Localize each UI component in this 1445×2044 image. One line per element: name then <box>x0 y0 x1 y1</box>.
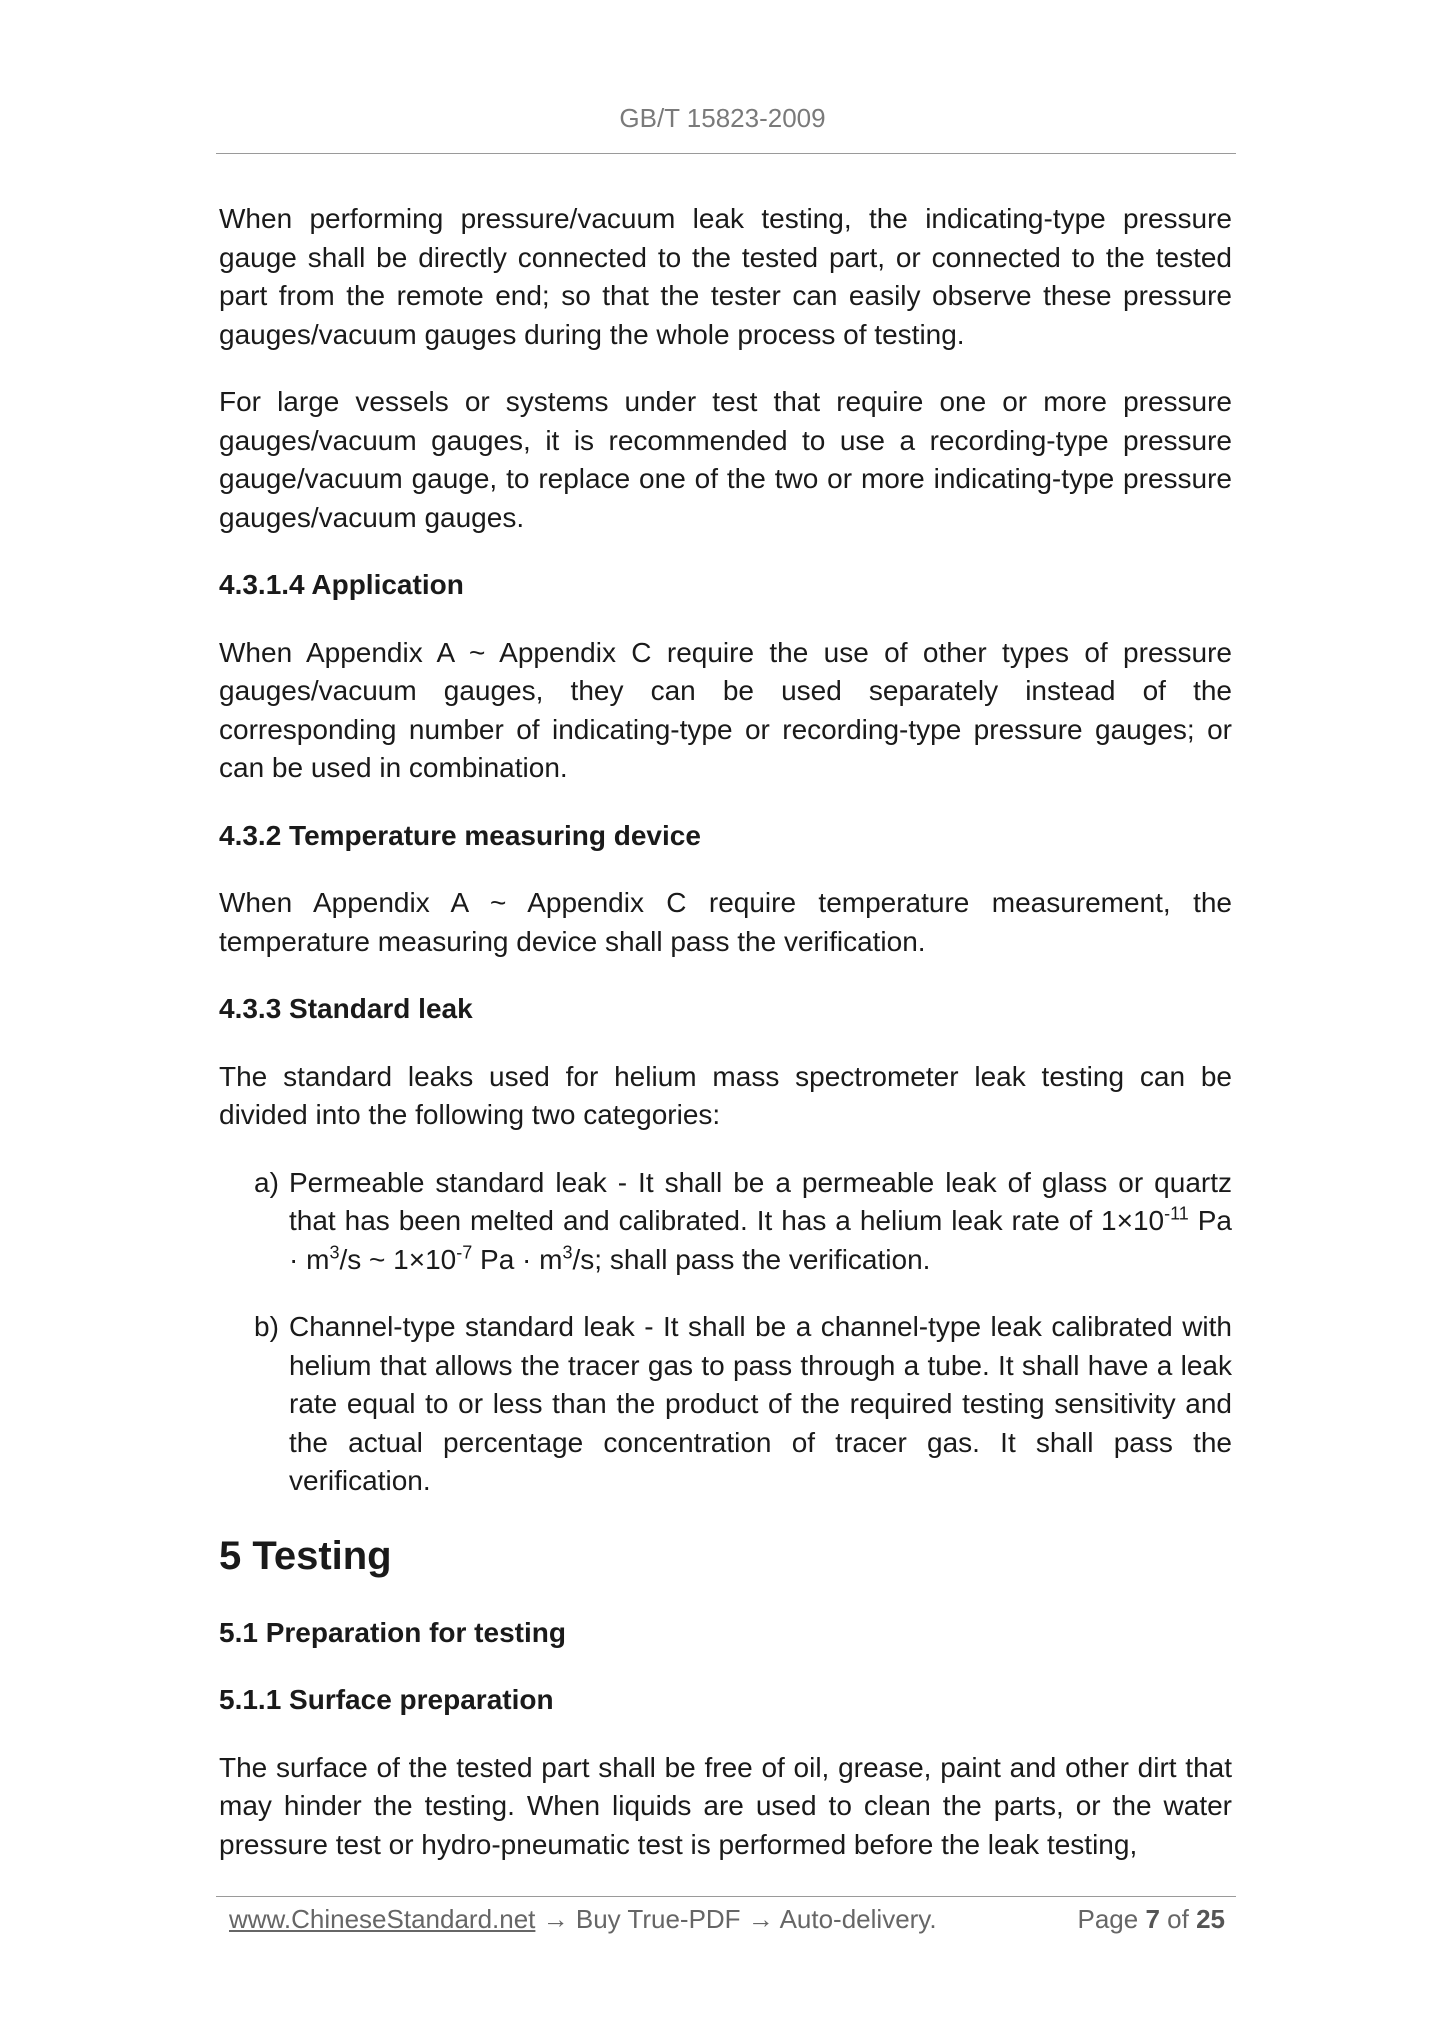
paragraph: The standard leaks used for helium mass spectrometer leak testing can be divided into the following two categories: <box>219 1060 1232 1130</box>
section-heading-4-3-1-4: 4.3.1.4 Application <box>219 569 464 600</box>
section-heading-4-3-3: 4.3.3 Standard leak <box>219 993 473 1024</box>
exponent: 3 <box>329 1242 340 1263</box>
footer-promo-text: → Buy True-PDF → Auto-delivery. <box>535 1904 937 1934</box>
list-item-text: /s; shall pass the verification. <box>572 1243 931 1275</box>
website-link[interactable]: www.ChineseStandard.net <box>229 1904 536 1934</box>
paragraph: When Appendix A ~ Appendix C require the use of other types of pressure gauges/vacuum gauges, they can be used separately instead of the corresponding number of indicating-type or recording-type pressure gauges; or can be used in combination. <box>219 636 1232 783</box>
footer-divider <box>216 1896 1236 1897</box>
paragraph: The surface of the tested part shall be free of oil, grease, paint and other dirt that may hinder the testing. When liquids are used to clean the parts, or the water pressure test or hydro-pneumatic test is performed before the leak testing, <box>219 1751 1232 1860</box>
document-body <box>219 200 1232 1893</box>
list-item-text: Pa · m <box>289 1205 1232 1275</box>
exponent: -11 <box>1164 1203 1189 1224</box>
list-item-text: /s ~ 1×10 <box>339 1243 457 1275</box>
paragraph: For large vessels or systems under test that require one or more pressure gauges/vacuum gauges, it is recommended to use a recording-type pressure gauge/vacuum gauge, to replace one of the two or more indicating-type pressure gauges/vacuum gauges. <box>219 386 1232 533</box>
page-number <box>1077 1900 1225 1938</box>
exponent: 3 <box>562 1242 573 1263</box>
list-item-text: Permeable standard leak - It shall be a permeable leak of glass or quartz that has been melted and calibrated. It has a helium leak rate of 1×10 <box>289 1166 1232 1236</box>
of-label: of <box>1167 1904 1189 1934</box>
header-divider <box>216 153 1236 154</box>
list-item-text: Pa · m <box>472 1243 563 1275</box>
paragraph: When performing pressure/vacuum leak testing, the indicating-type pressure gauge shall be directly connected to the tested part, or connected to the tested part from the remote end; so that the tester can easily observe these pressure gauges/vacuum gauges during the whole process of testing. <box>219 203 1232 350</box>
exponent: -7 <box>456 1242 473 1263</box>
section-heading-5-1-1: 5.1.1 Surface preparation <box>219 1684 554 1715</box>
section-heading-5-1: 5.1 Preparation for testing <box>219 1616 566 1648</box>
current-page: 7 <box>1145 1904 1160 1934</box>
total-pages: 25 <box>1196 1904 1225 1934</box>
list-item-text: Channel-type standard leak - It shall be a channel-type leak calibrated with helium that allows the tracer gas to pass through a tube. It shall have a leak rate equal to or less than the product of the required testing sensitivity and the actual percentage concentration of tracer gas. It shall pass the verification. <box>289 1311 1232 1496</box>
list-marker: a) <box>254 1166 279 1198</box>
paragraph: When Appendix A ~ Appendix C require temperature measurement, the temperature measuring device shall pass the verification. <box>219 887 1232 957</box>
section-heading-5: 5 Testing <box>219 1533 392 1578</box>
list-marker: b) <box>254 1311 279 1342</box>
section-heading-4-3-2: 4.3.2 Temperature measuring device <box>219 819 701 851</box>
page-label: Page <box>1077 1904 1139 1934</box>
list-item-a <box>219 1164 1232 1280</box>
page-header-title: GB/T 15823-2009 <box>619 103 826 133</box>
page-footer <box>229 1900 1225 1938</box>
list-item-b <box>219 1308 1232 1501</box>
